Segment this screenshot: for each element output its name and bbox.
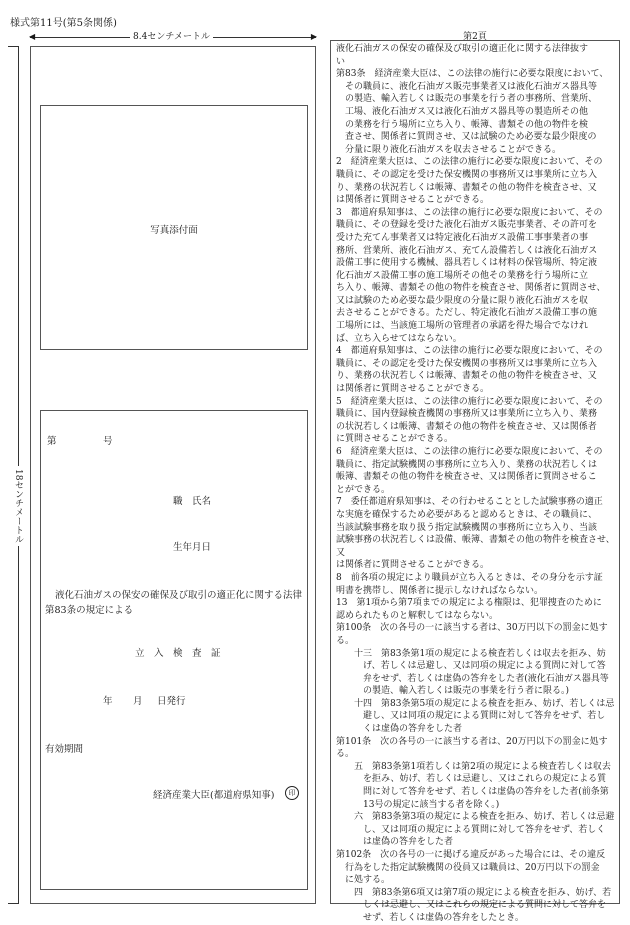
legal-paragraph: 六 第83条第3項の規定による検査を拒み、妨げ、若しくは忌避 し、又は同項の規定による質問に対して答弁をせず、若しく は虚偽の答弁をした者 xyxy=(354,812,615,848)
arrow-right-icon: ▶ xyxy=(310,32,317,41)
certificate-number-suffix: 号 xyxy=(103,436,113,447)
height-dimension xyxy=(11,46,25,904)
dimension-tick-bottom xyxy=(8,903,18,904)
issuer-name: 経済産業大臣(都道府県知事) xyxy=(153,790,275,801)
legal-paragraph: 十三 第83条第1項の規定による検査若しくは収去を拒み、妨 げ、若しくは忌避し、又は同項の規定による質問に対して答 弁をせず、若しくは虚偽の答弁をした者(液化石油ガス器具等 の製造、輸入若しくは販売の事業を行う者に限る。) xyxy=(354,648,609,697)
law-reference-line-1: 液化石油ガスの保安の確保及び取引の適正化に関する法律 xyxy=(55,590,303,601)
birth-date-field: 生年月日 xyxy=(173,542,212,553)
issue-day-field: 日発行 xyxy=(157,696,186,707)
photo-attachment-label: 写真添付面 xyxy=(150,225,198,236)
legal-paragraph: 3 都道府県知事は、この法律の施行に必要な限度において、その 職員に、その登録を受けた液化石油ガス販売事業者、その許可を 受けた充てん事業者又は特定液化石油ガス設備工事事業者の事 務所、営業所、液化石油ガス、充てん設備若しくは液化石油ガス 設備工事に使用する機械、器具若しくは材料の保管場所、特定液 化石油ガス設備工事の施工場所その他その業務を行う場所に立 ち入り、帳簿、書類その他の物件を検査させ、関係者に質問させ、 又は試験のため必要な最少限度の分量に限り液化石油ガスを収 去させることができる。ただし、特定液化石油ガス設備工事の施 工場所には、当該施工場所の管理者の承諾を得た場合でなけれ ば、立ち入らせてはならない。 xyxy=(336,207,606,344)
law-reference-line-2: 第83条の規定による xyxy=(45,605,134,616)
legal-paragraph: 液化石油ガスの保安の確保及び取引の適正化に関する法律抜す い xyxy=(336,44,589,67)
certificate-number-prefix: 第 xyxy=(47,436,57,447)
official-seal-icon: 印 xyxy=(285,786,299,800)
legal-paragraph: 第100条 次の各号の一に該当する者は、30万円以下の罰金に処す る。 xyxy=(336,623,608,646)
dimension-tick-top xyxy=(8,46,18,47)
legal-paragraph: 13 第1項から第7項までの規定による権限は、犯罪捜査のために 認められたものと解釈してはならない。 xyxy=(336,598,602,621)
legal-text-block xyxy=(336,43,615,925)
legal-paragraph: 第102条 次の各号の一に掲げる違反があった場合には、その違反 行為をした指定試験機関の役員又は職員は、20万円以下の罰金 に処する。 xyxy=(336,850,606,886)
width-dimension-label: 8.4センチメートル xyxy=(130,30,213,44)
validity-period-field: 有効期間 xyxy=(45,744,84,755)
position-name-field: 職 氏名 xyxy=(173,496,212,507)
width-dimension xyxy=(30,30,316,44)
legal-paragraph: 4 都道府県知事は、この法律の施行に必要な限度において、その 職員に、その認定を受けた保安機関の事務所又は事業所に立ち入 り、業務の状況若しくは帳簿、書類その他の物件を検査させ、又 は関係者に質問させることができる。 xyxy=(336,346,603,395)
legal-paragraph: 2 経済産業大臣は、この法律の施行に必要な限度において、その 職員に、その認定を受けた保安機関の事務所又は事業所に立ち入 り、業務の状況若しくは帳簿、書類その他の物件を検査させ、又 は関係者に質問させることができる。 xyxy=(336,157,603,206)
certificate-title: 立 入 検 査 証 xyxy=(135,648,221,659)
issue-year-field: 年 xyxy=(103,696,113,707)
legal-paragraph: 四 第83条第6項又は第7項の規定による検査を拒み、妨げ、若 しくは忌避し、又はこれらの規定による質問に対して答弁を せず、若しくは虚偽の答弁をしたとき。 xyxy=(354,887,612,923)
issue-month-field: 月 xyxy=(133,696,143,707)
legal-paragraph: 7 委任都道府県知事は、その行わせることとした試験事務の適正 な実施を確保するため必要があると認めるときは、その職員に、 当該試験事務を取り扱う指定試験機関の事務所に立ち入り、当該 試験事務の状況若しくは設備、帳簿、書類その他の物件を検査させ、又 は関係者に質問させることができる。 xyxy=(336,497,615,571)
legal-paragraph: 8 前各項の規定により職員が立ち入るときは、その身分を示す証 明書を携帯し、関係者に提示しなければならない。 xyxy=(336,572,603,596)
form-number-label: 様式第11号(第5条関係) xyxy=(10,18,117,29)
legal-paragraph: 第83条 経済産業大臣は、この法律の施行に必要な限度において、 その職員に、液化石油ガス販売事業者又は液化石油ガス器具等 の製造、輸入若しくは販売の事業を行う者の事務所、営業所、 工場、液化石油ガス又は液化石油ガス器具等の製造所その他 の業務を行う場所に立ち入り、帳簿、書類その他の物件を検 査させ、関係者に質問させ、又は試験のため必要な最少限度の 分量に限り液化石油ガスを収去させることができる。 xyxy=(336,69,609,155)
legal-paragraph: 五 第83条第1項若しくは第2項の規定による検査若しくは収去 を拒み、妨げ、若しくは忌避し、又はこれらの規定による質 問に対して答弁をせず、若しくは虚偽の答弁をした者(前条第 13号の規定に該当する者を除く。) xyxy=(354,761,611,810)
inspection-certificate-card xyxy=(40,410,308,890)
legal-paragraph: 第101条 次の各号の一に該当する者は、20万円以下の罰金に処す る。 xyxy=(336,736,608,760)
certificate-back-panel xyxy=(330,40,620,923)
height-dimension-label: 18センチメートル xyxy=(11,466,25,546)
legal-paragraph: 5 経済産業大臣は、この法律の施行に必要な限度において、その 職員に、国内登録検査機関の事務所又は事業所に立ち入り、業務 の状況若しくは帳簿、書類その他の物件を検査させ、又は関係者 に質問させることができる。 xyxy=(336,396,603,445)
photo-attachment-area xyxy=(40,105,308,350)
legal-paragraph: 6 経済産業大臣は、この法律の施行に必要な限度において、その 職員に、指定試験機関の事務所に立ち入り、業務の状況若しくは 帳簿、書類その他の物件を検査させ、又は関係者に質問させるこ とができる。 xyxy=(336,447,603,495)
arrow-left-icon: ◀ xyxy=(29,32,36,41)
legal-paragraph: 十四 第83条第5項の規定による検査を拒み、妨げ、若しくは忌 避し、又は同項の規定による質問に対して答弁をせず、若し くは虚偽の答弁をした者 xyxy=(354,698,615,735)
page-number-label: 第2頁 xyxy=(463,32,487,42)
